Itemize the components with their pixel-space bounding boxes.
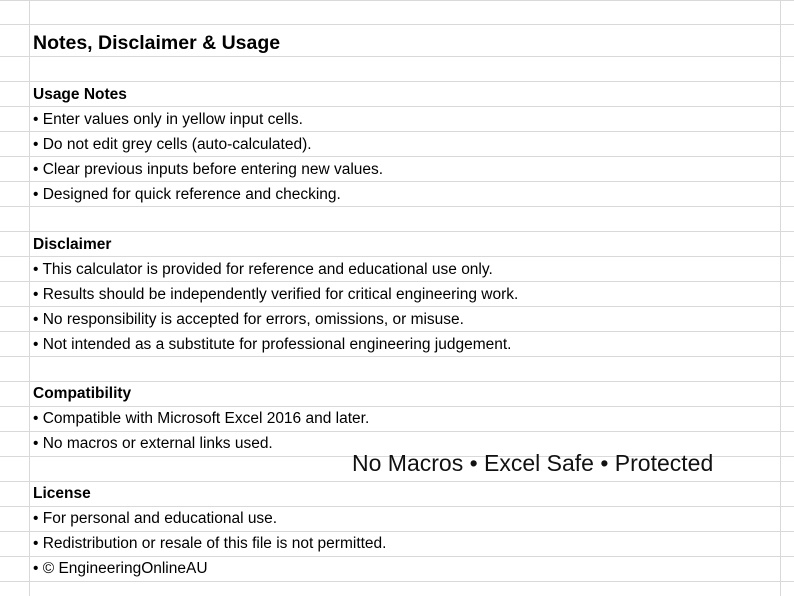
list-item: • For personal and educational use.: [33, 510, 278, 527]
feature-banner: No Macros • Excel Safe • Protected: [352, 450, 714, 476]
list-item: • © EngineeringOnlineAU: [33, 560, 208, 577]
list-item: • Clear previous inputs before entering new values.: [33, 161, 384, 178]
list-item: • No responsibility is accepted for errors, omissions, or misuse.: [33, 311, 464, 328]
list-item: • This calculator is provided for reference and educational use only.: [33, 261, 493, 278]
list-item: • Do not edit grey cells (auto-calculated).: [33, 136, 312, 153]
row-divider: [0, 581, 794, 582]
page-title: Notes, Disclaimer & Usage: [33, 32, 281, 54]
list-item: • Compatible with Microsoft Excel 2016 and later.: [33, 410, 370, 427]
list-item: • Redistribution or resale of this file is not permitted.: [33, 535, 387, 552]
section-heading-license: License: [33, 485, 91, 502]
section-heading-disclaimer: Disclaimer: [33, 236, 112, 253]
column-divider: [29, 0, 30, 596]
list-item: • Not intended as a substitute for professional engineering judgement.: [33, 336, 512, 353]
section-heading-usage-notes: Usage Notes: [33, 86, 127, 103]
row-divider: [0, 24, 794, 25]
list-item: • No macros or external links used.: [33, 435, 273, 452]
row-divider: [0, 481, 794, 482]
section-heading-compatibility: Compatibility: [33, 385, 132, 402]
row-divider: [0, 231, 794, 232]
list-item: • Designed for quick reference and checking.: [33, 186, 341, 203]
list-item: • Results should be independently verified for critical engineering work.: [33, 286, 519, 303]
list-item: • Enter values only in yellow input cells.: [33, 111, 303, 128]
row-divider: [0, 0, 794, 1]
column-divider: [780, 0, 781, 596]
